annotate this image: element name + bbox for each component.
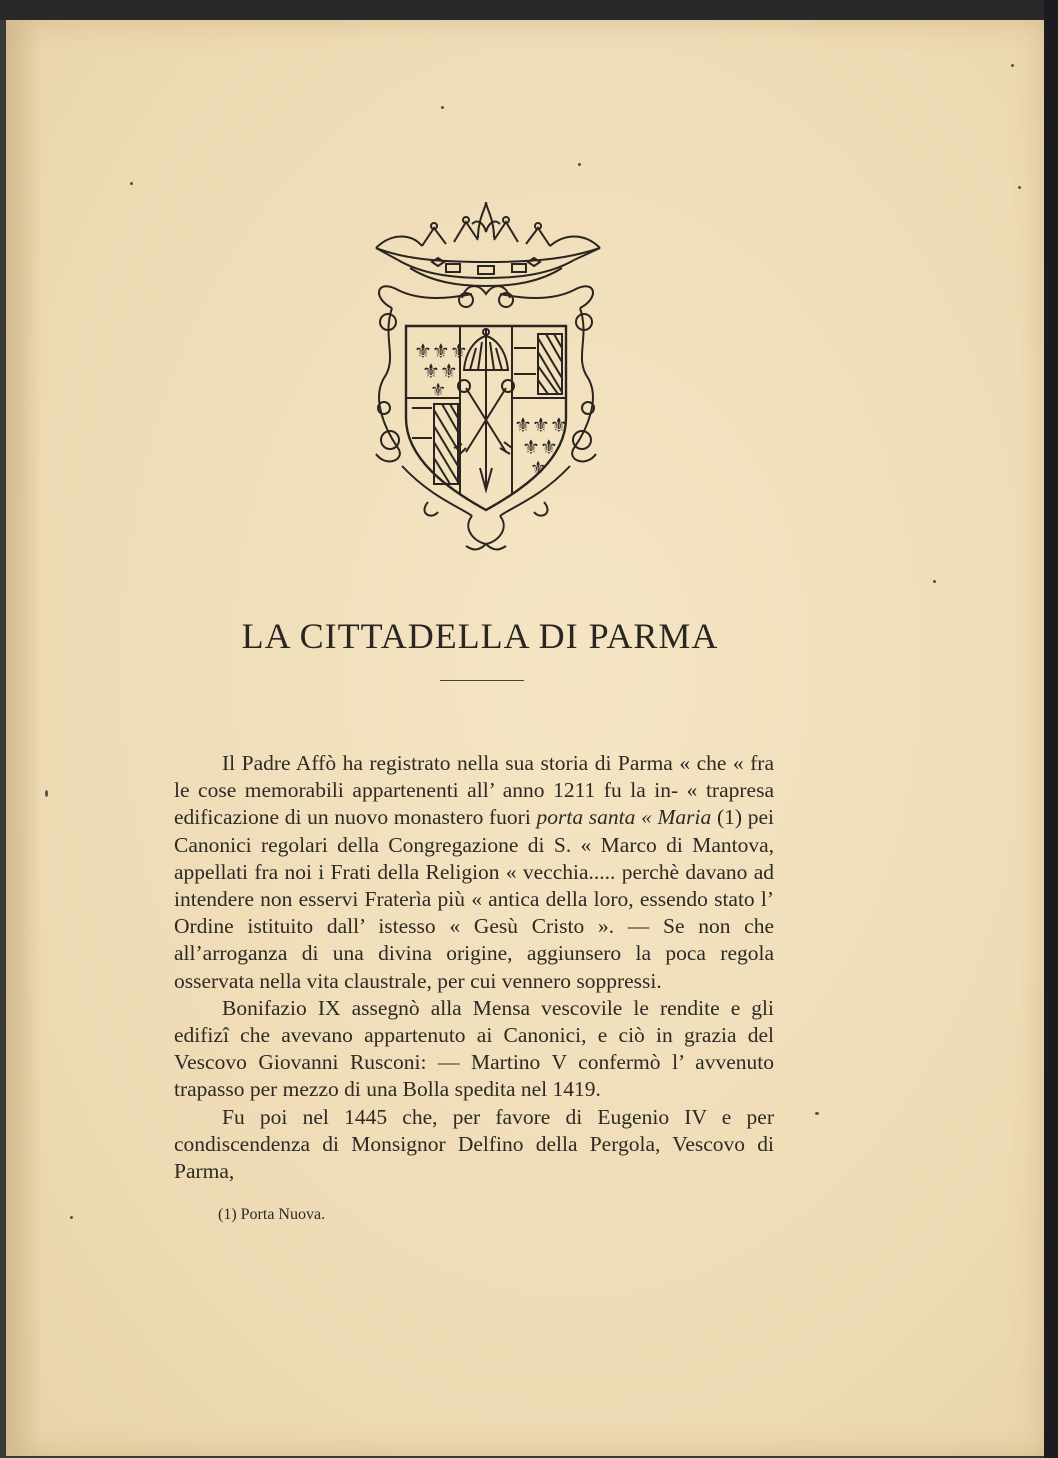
title-rule	[440, 680, 524, 681]
paper-speck	[933, 580, 936, 583]
italic-text: porta santa « Maria	[536, 805, 712, 830]
paper-speck	[70, 1216, 73, 1219]
page-gutter-shadow	[6, 20, 42, 1456]
paper-speck	[578, 163, 581, 166]
scan-top-edge	[0, 0, 1058, 20]
svg-text:⚜⚜⚜: ⚜⚜⚜	[414, 339, 468, 363]
paragraph-text: (1) pei Canonici regolari della Congregazione di S. « Marco di Mantova, appellati fra noi i Frati della Religion « vecchia..... perchè davano ad intendere non esservi Fraterìa più « antica della loro, essendo stato l’ Ordine istituito dall’ istesso « Gesù Cristo ». — Se non che all’arroganza di una divina origine, aggiunsero la poca regola osservata nella vita claustrale, per cui vennero soppressi.	[174, 805, 774, 993]
paper-speck	[815, 1112, 819, 1115]
paper-speck	[45, 790, 48, 797]
svg-text:⚜⚜: ⚜⚜	[522, 435, 558, 459]
paragraph: Fu poi nel 1445 che, per favore di Eugenio IV e per condiscendenza di Monsignor Delfino della Pergola, Vescovo di Parma,	[174, 1104, 774, 1184]
svg-text:⚜⚜⚜: ⚜⚜⚜	[514, 413, 568, 437]
scan-right-edge	[1044, 0, 1058, 1458]
coat-of-arms-icon	[362, 198, 610, 558]
paragraph: Bonifazio IX assegnò alla Mensa vescovile le rendite e gli edifizî che avevano appartenuto ai Canonici, e ciò in grazia del Vescovo Giovanni Rusconi: — Martino V confermò l’ avvenuto trapasso per mezzo di una Bolla spedita nel 1419.	[174, 995, 774, 1102]
body-text	[174, 750, 774, 1185]
paper-speck	[441, 106, 444, 109]
paragraph	[174, 750, 774, 995]
svg-text:⚜: ⚜	[430, 380, 447, 401]
paragraph-text: Il Padre Affò ha registrato nella sua storia di Parma « che « fra le cose memorabili appartenenti all’ anno 1211 fu la in- « trapresa edificazione di un nuovo monastero fuori	[174, 751, 774, 830]
svg-text:⚜⚜: ⚜⚜	[422, 359, 458, 383]
paper-speck	[130, 182, 133, 185]
svg-text:⚜: ⚜	[530, 458, 547, 479]
footnote: (1) Porta Nuova.	[218, 1206, 326, 1223]
page-title: LA CITTADELLA DI PARMA	[241, 616, 719, 656]
paper-speck	[1011, 64, 1014, 67]
paper-speck	[1018, 186, 1021, 189]
